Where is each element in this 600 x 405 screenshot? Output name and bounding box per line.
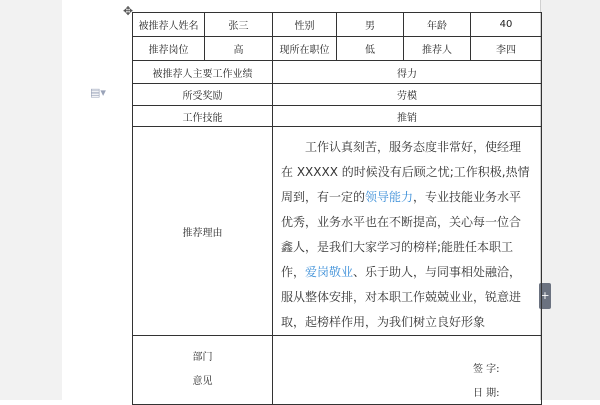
- table-row: [133, 61, 542, 84]
- awards-label-cell: 所受奖励: [133, 84, 273, 106]
- recommender-value-cell[interactable]: 李四: [471, 37, 542, 61]
- reason-highlight-dedication: 爱岗敬业: [305, 265, 354, 279]
- current-position-label-cell: 现所在职位: [273, 37, 337, 61]
- name-value-cell[interactable]: 张三: [205, 13, 273, 37]
- recommender-label-cell: 推荐人: [404, 37, 471, 61]
- reason-paragraph: [281, 135, 531, 335]
- table-row: [133, 13, 542, 37]
- reason-text-part3: 、乐于助人，与同事相处融洽，服从整体安排，对本职工作兢兢业业，锐意进取，起榜样作用，为我们树立良好形象: [281, 265, 522, 329]
- dept-label-line1: 部门: [192, 352, 213, 363]
- department-opinion-cell[interactable]: [273, 336, 542, 405]
- table-row: [133, 84, 542, 106]
- gender-value-cell[interactable]: 男: [337, 13, 404, 37]
- post-label-cell: 推荐岗位: [133, 37, 205, 61]
- achievements-value-cell[interactable]: 得力: [273, 61, 542, 84]
- recommendation-form-table: [132, 12, 542, 405]
- table-row: [133, 106, 542, 127]
- document-icon[interactable]: ▤▾: [90, 86, 106, 99]
- table-row: [133, 127, 542, 336]
- right-margin-gutter: [540, 0, 600, 400]
- achievements-label-cell: 被推荐人主要工作业绩: [133, 61, 273, 84]
- table-row: [133, 336, 542, 405]
- skills-label-cell: 工作技能: [133, 106, 273, 127]
- left-margin-gutter: [0, 0, 63, 400]
- date-label: 日 期:: [473, 388, 500, 399]
- reason-text-part1: 工作认真刻苦，服务态度非常好，使经理在 XXXXX 的时候没有后顾之忧;工作积极,热情周到，有一定的: [281, 140, 530, 204]
- department-opinion-label-cell: [133, 336, 273, 405]
- table-row: [133, 37, 542, 61]
- table-move-handle-icon[interactable]: ✥: [122, 4, 134, 18]
- age-label-cell: 年龄: [404, 13, 471, 37]
- age-value-cell[interactable]: 40: [471, 13, 542, 37]
- current-position-value-cell[interactable]: 低: [337, 37, 404, 61]
- reason-label-cell: 推荐理由: [133, 127, 273, 336]
- reason-highlight-leadership: 领导能力: [365, 190, 414, 204]
- reason-text-part2: ，专业技能业务水平优秀，业务水平也在不断提高，关心每一位合鑫人，是我们大家学习的榜样;能胜任本职工作，: [281, 190, 522, 279]
- skills-value-cell[interactable]: 推销: [273, 106, 542, 127]
- side-panel-expand-button[interactable]: +: [539, 283, 551, 309]
- signature-label: 签 字:: [473, 364, 500, 375]
- reason-content-cell[interactable]: [273, 127, 542, 336]
- awards-value-cell[interactable]: 劳模: [273, 84, 542, 106]
- post-value-cell[interactable]: 高: [205, 37, 273, 61]
- gender-label-cell: 性别: [273, 13, 337, 37]
- name-label-cell: 被推荐人姓名: [133, 13, 205, 37]
- dept-label-line2: 意见: [192, 376, 213, 387]
